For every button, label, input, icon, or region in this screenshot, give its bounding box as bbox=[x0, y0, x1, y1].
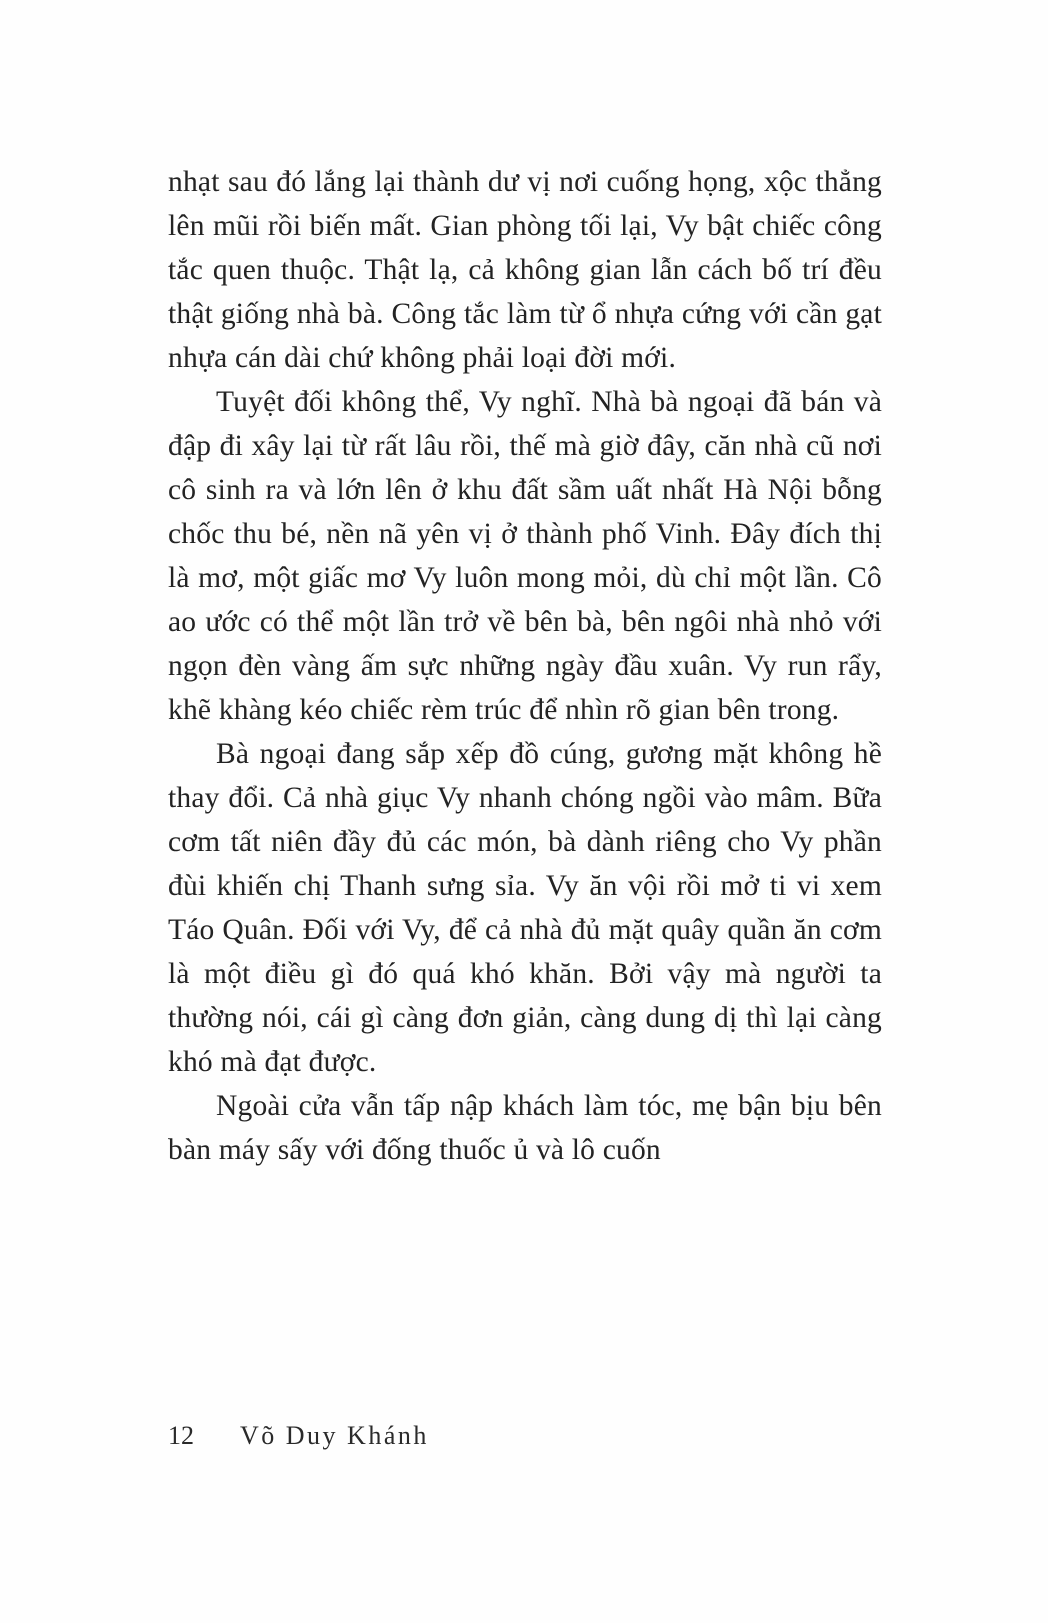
paragraph: Bà ngoại đang sắp xếp đồ cúng, gương mặt không hề thay đổi. Cả nhà giục Vy nhanh chóng ngồi vào mâm. Bữa cơm tất niên đầy đủ các món, bà dành riêng cho Vy phần đùi khiến chị Thanh sưng sỉa. Vy ăn vội rồi mở ti vi xem Táo Quân. Đối với Vy, để cả nhà đủ mặt quây quần ăn cơm là một điều gì đó quá khó khăn. Bởi vậy mà người ta thường nói, cái gì càng đơn giản, càng dung dị thì lại càng khó mà đạt được. bbox=[168, 738, 882, 1078]
author-name: Võ Duy Khánh bbox=[240, 1421, 429, 1450]
body-text bbox=[168, 160, 882, 1172]
page-number: 12 bbox=[168, 1421, 194, 1450]
paragraph: nhạt sau đó lắng lại thành dư vị nơi cuống họng, xộc thẳng lên mũi rồi biến mất. Gian phòng tối lại, Vy bật chiếc công tắc quen thuộc. Thật lạ, cả không gian lẫn cách bố trí đều thật giống nhà bà. Công tắc làm từ ổ nhựa cứng với cần gạt nhựa cán dài chứ không phải loại đời mới. bbox=[168, 166, 882, 374]
paragraph: Tuyệt đối không thể, Vy nghĩ. Nhà bà ngoại đã bán và đập đi xây lại từ rất lâu rồi, thế mà giờ đây, căn nhà cũ nơi cô sinh ra và lớn lên ở khu đất sầm uất nhất Hà Nội bỗng chốc thu bé, nền nã yên vị ở thành phố Vinh. Đây đích thị là mơ, một giấc mơ Vy luôn mong mỏi, dù chỉ một lần. Cô ao ước có thể một lần trở về bên bà, bên ngôi nhà nhỏ với ngọn đèn vàng ấm sực những ngày đầu xuân. Vy run rẩy, khẽ khàng kéo chiếc rèm trúc để nhìn rõ gian bên trong. bbox=[168, 386, 882, 726]
page-footer bbox=[168, 1420, 882, 1452]
paragraph: Ngoài cửa vẫn tấp nập khách làm tóc, mẹ bận bịu bên bàn máy sấy với đống thuốc ủ và lô cuốn bbox=[168, 1090, 882, 1166]
